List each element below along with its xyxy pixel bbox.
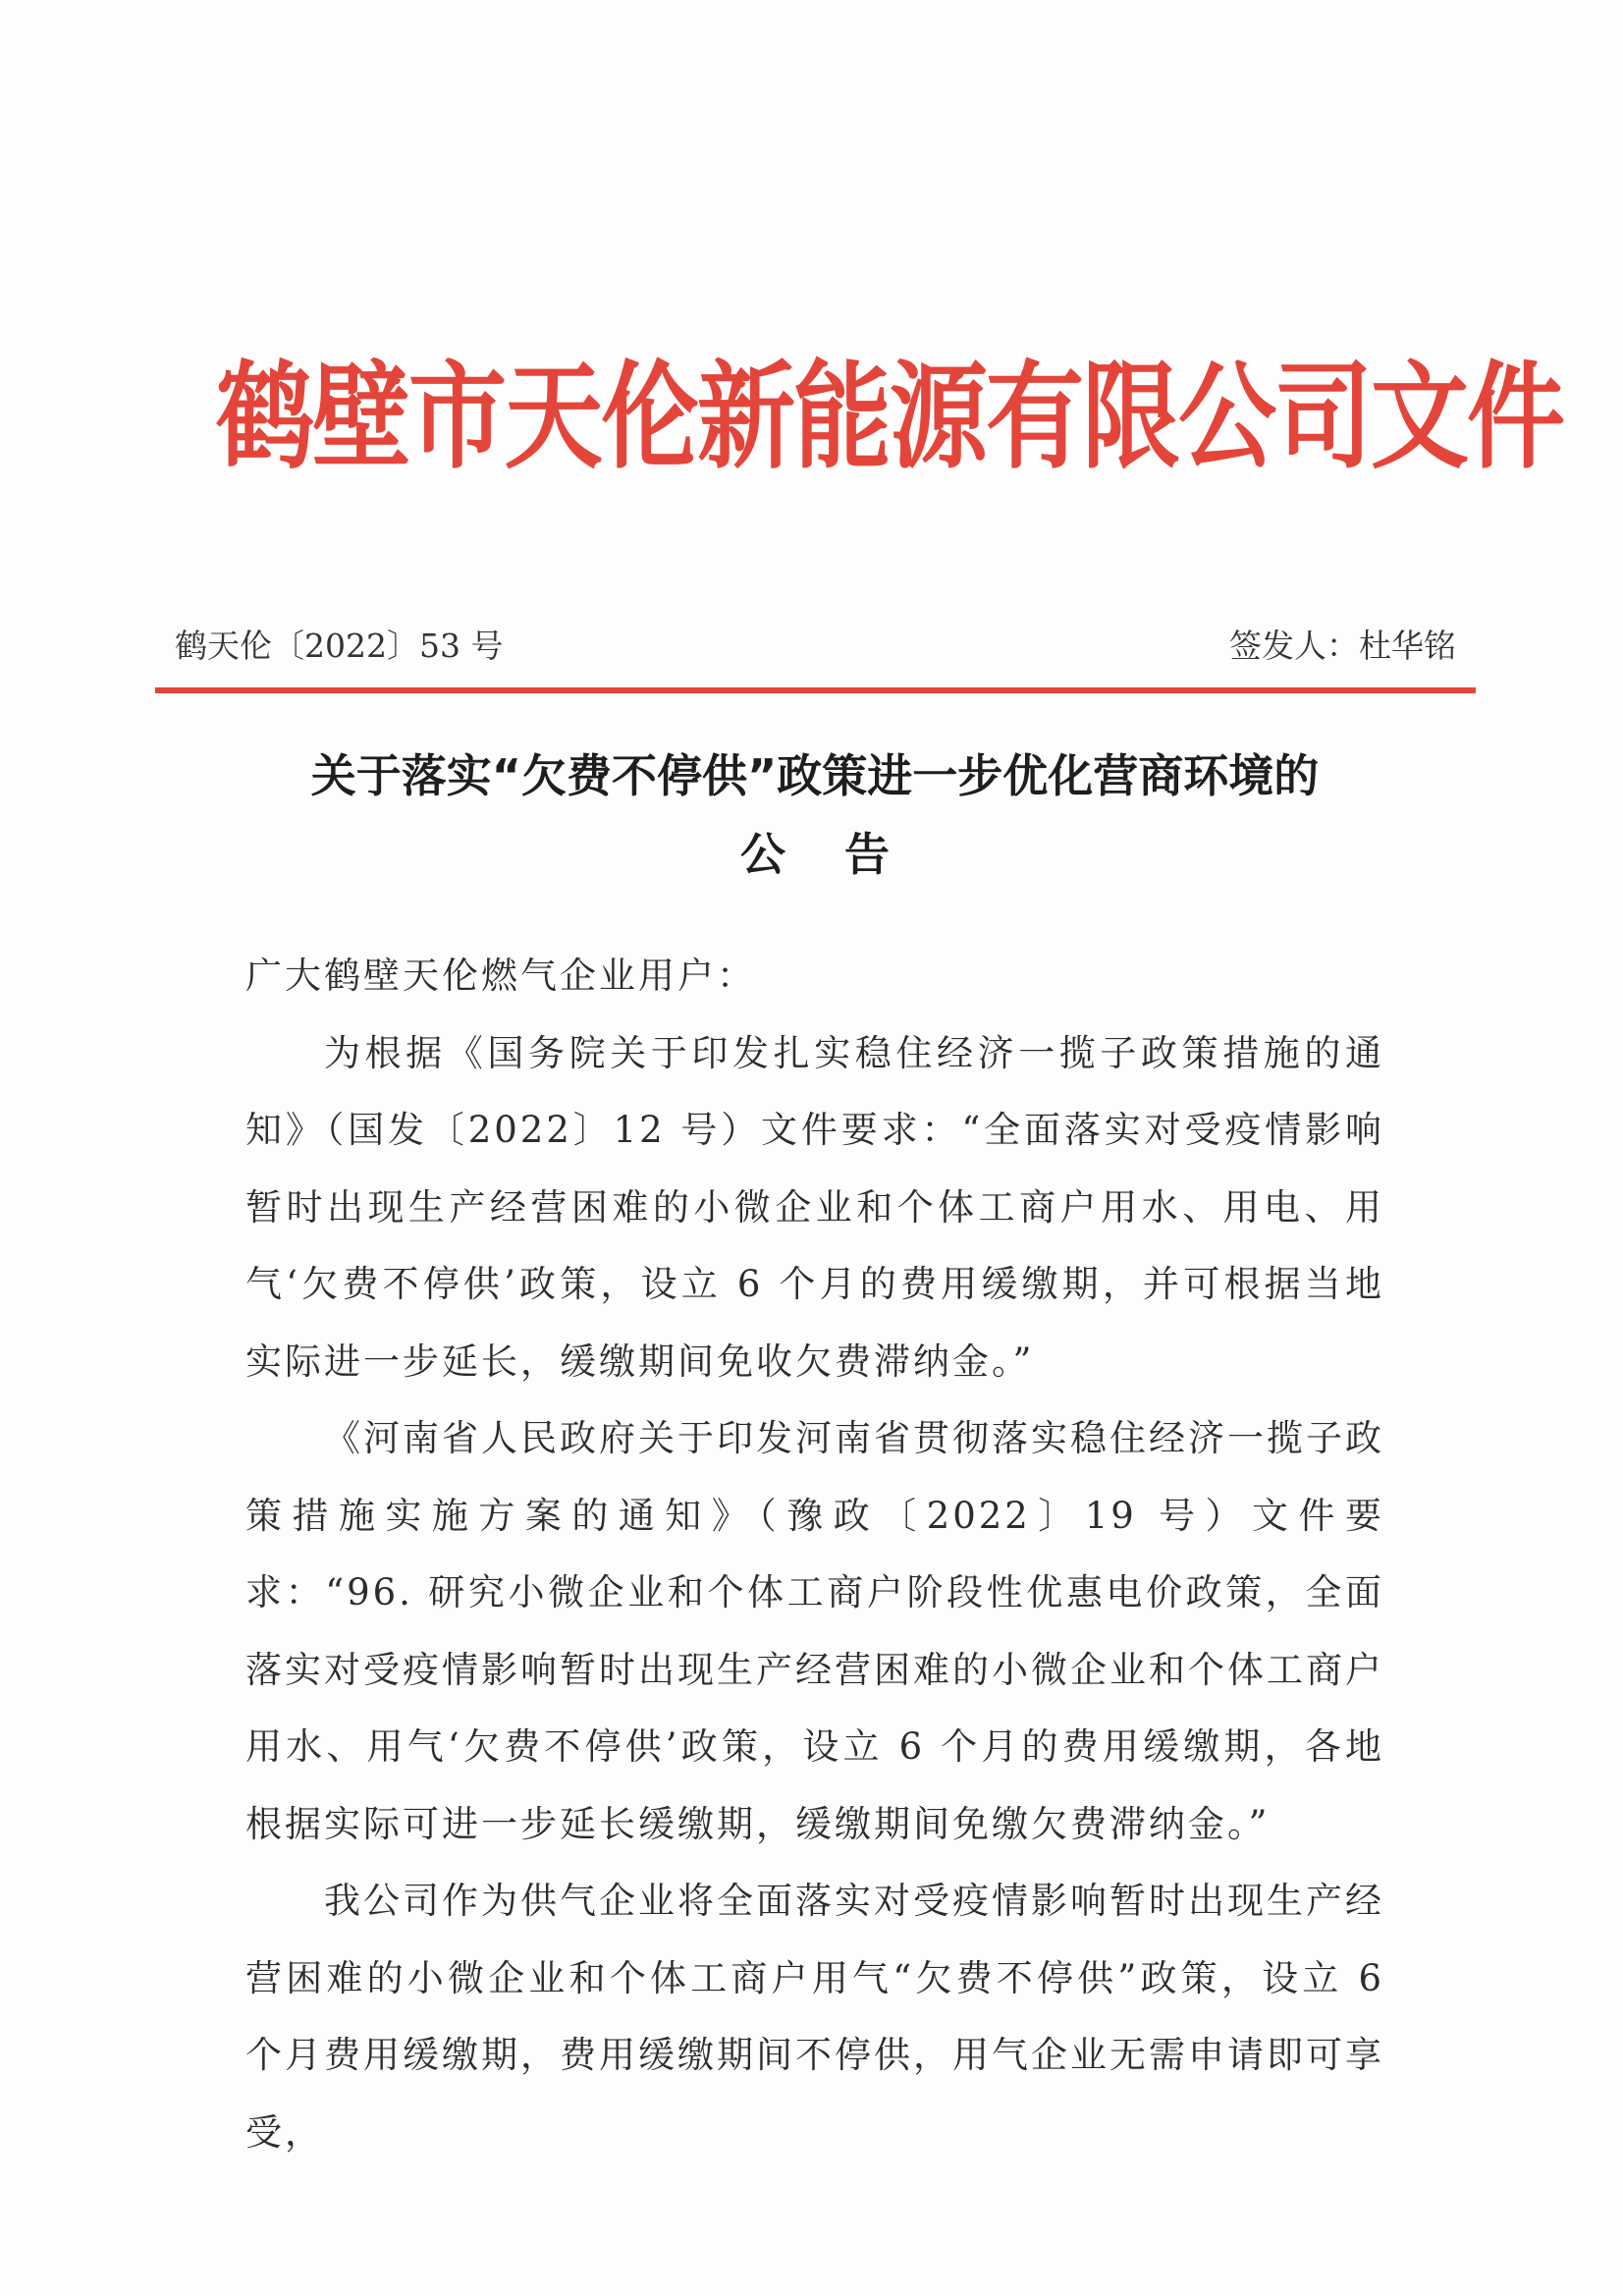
notice-title-line-1: 关于落实“欠费不停供”政策进一步优化营商环境的 <box>310 749 1320 802</box>
salutation: 广大鹤壁天伦燃气企业用户： <box>245 955 756 997</box>
document-number: 鹤天伦〔2022〕53 号 <box>175 627 504 665</box>
red-header-org-title: 鹤壁市天伦新能源有限公司文件 <box>216 349 1563 486</box>
issuer-signature: 签发人：杜华铭 <box>1229 627 1456 665</box>
body-paragraph-3: 我公司作为供气企业将全面落实对受疫情影响暂时出现生产经营困难的小微企业和个体工商户用气“欠费不停供”政策，设立 6 个月费用缓缴期，费用缓缴期间不停供，用气企业无需申请即可享受， <box>245 1880 1384 2154</box>
document-meta-row <box>175 621 1456 668</box>
notice-body <box>245 938 1384 2171</box>
notice-title <box>177 737 1453 894</box>
red-divider-line <box>155 687 1476 693</box>
body-paragraph-2: 《河南省人民政府关于印发河南省贯彻落实稳住经济一揽子政策措施实施方案的通知》（豫政〔2022〕19 号）文件要求：“96. 研究小微企业和个体工商户阶段性优惠电价政策，全面落实对受疫情影响暂时出现生产经营困难的小微企业和个体工商户用水、用气‘欠费不停供’政策，设立 6 个月的费用缓缴期，各地根据实际可进一步延长缓缴期，缓缴期间免缴欠费滞纳金。” <box>245 1417 1384 1845</box>
notice-title-line-2: 公告 <box>740 828 948 881</box>
body-paragraph-1: 为根据《国务院关于印发扎实稳住经济一揽子政策措施的通知》（国发〔2022〕12 号）文件要求：“全面落实对受疫情影响暂时出现生产经营困难的小微企业和个体工商户用水、用电、用气‘欠费不停供’政策，设立 6 个月的费用缓缴期，并可根据当地实际进一步延长，缓缴期间免收欠费滞纳金。” <box>245 1031 1384 1383</box>
